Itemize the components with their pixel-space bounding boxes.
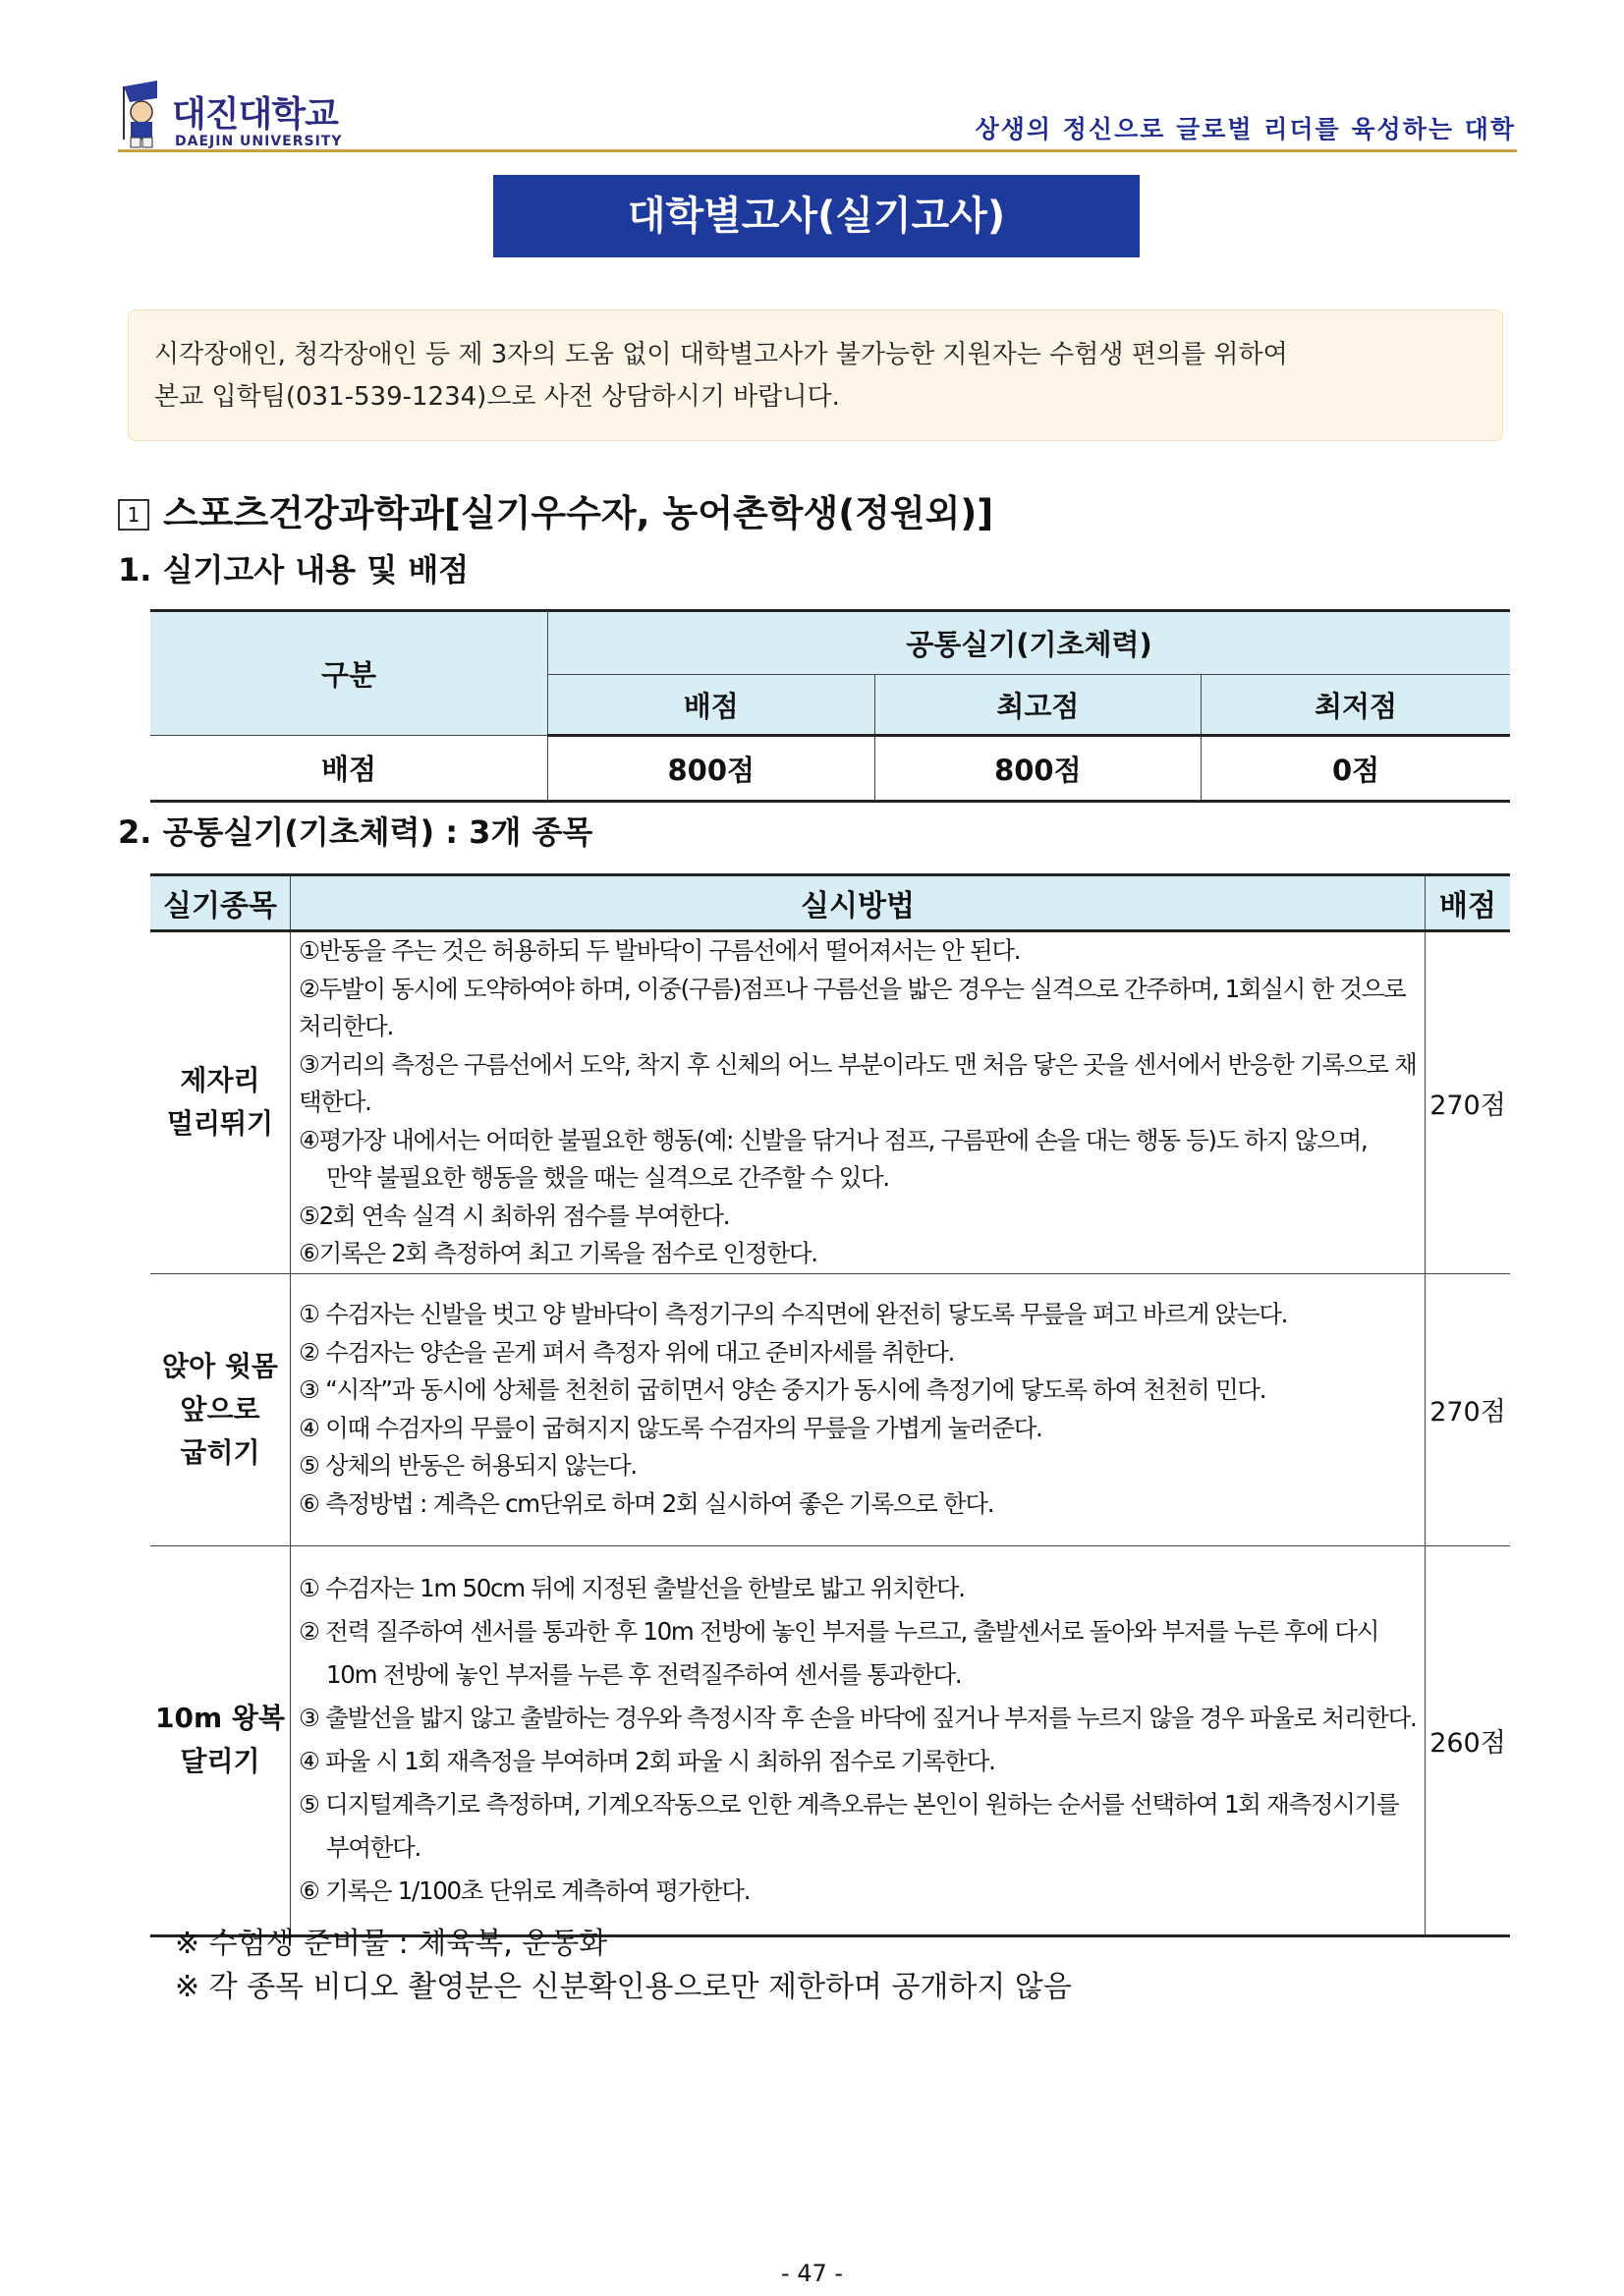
event-method: ①반동을 주는 것은 허용하되 두 발바닥이 구름선에서 떨어져서는 안 된다. ②두발이 동시에 도약하여야 하며, 이중(구름)점프나 구름선을 밟은 경우는 실격으로 간주하며, 1회실시 한 것으로 처리한다. ③거리의 측정은 구름선에서 도약, 착지 후 신체의 어느 부분이라도 맨 처음 닿은 곳을 센서에서 반응한 기록으로 채택한다. ④평가장 내에서는 어떠한 불필요한 행동(예: 신발을 닦거나 점프, 구름판에 손을 대는 행동 등)도 하지 않으며, 만약 불필요한 행동을 했을 때는 실격으로 간주할 수 있다. ⑤2회 연속 실격 시 최하위 점수를 부여한다. ⑥기록은 2회 측정하여 최고 기록을 점수로 인정한다. xyxy=(291,931,1426,1274)
table-row xyxy=(150,1273,1510,1545)
table-row xyxy=(150,931,1510,1274)
group-header: 공통실기(기초체력) xyxy=(548,611,1511,675)
note-video: ※ 각 종목 비디오 촬영분은 신분확인용으로만 제한하며 공개하지 않음 xyxy=(175,1970,1072,2004)
page-title: 대학별고사(실기고사) xyxy=(493,175,1140,257)
mascot-icon xyxy=(118,81,169,149)
table2-heading: 2. 공통실기(기초체력) : 3개 종목 xyxy=(118,813,593,851)
logo-english: DAEJIN UNIVERSITY xyxy=(175,134,343,149)
notice-line-1: 시각장애인, 청각장애인 등 제 3자의 도움 없이 대학별고사가 불가능한 지원자는 수험생 편의를 위하여 xyxy=(154,340,1288,369)
value-max: 800점 xyxy=(874,736,1202,802)
event-method: ① 수검자는 1m 50cm 뒤에 지정된 출발선을 한발로 밟고 위치한다. ② 전력 질주하여 센서를 통과한 후 10m 전방에 놓인 부저를 누르고, 출발센서로 돌아와 부저를 누른 후에 다시 10m 전방에 놓인 부저를 누른 후 전력질주하여 센서를 통과한다. ③ 출발선을 밟지 않고 출발하는 경우와 측정시작 후 손을 바닥에 짚거나 부저를 누르지 않을 경우 파울로 처리한다. ④ 파울 시 1회 재측정을 부여하며 2회 파울 시 최하위 점수로 기록한다. ⑤ 디지털계측기로 측정하며, 기계오작동으로 인한 계측오류는 본인이 원하는 순서를 선택하여 1회 재측정시기를 부여한다. ⑥ 기록은 1/100초 단위로 계측하여 평가한다. xyxy=(291,1545,1426,1935)
event-name: 앉아 윗몸 앞으로 굽히기 xyxy=(150,1273,291,1545)
sub-header-min: 최저점 xyxy=(1202,675,1510,736)
table1-heading: 1. 실기고사 내용 및 배점 xyxy=(118,551,470,588)
header-method: 실시방법 xyxy=(291,875,1426,931)
header-event: 실기종목 xyxy=(150,875,291,931)
col-group-label: 구분 xyxy=(150,611,548,736)
section-title-text: 스포츠건강과학과[실기우수자, 농어촌학생(정원외)] xyxy=(163,492,994,534)
slogan: 상생의 정신으로 글로벌 리더를 육성하는 대학 xyxy=(975,115,1516,143)
event-name: 제자리 멀리뛰기 xyxy=(150,931,291,1274)
events-table xyxy=(150,873,1510,1937)
event-score: 270점 xyxy=(1426,931,1511,1274)
header-divider xyxy=(118,149,1517,152)
note-preparation: ※ 수험생 준비물 : 체육복, 운동화 xyxy=(175,1927,608,1961)
score-table xyxy=(150,609,1510,803)
table-row xyxy=(150,1545,1510,1935)
sub-header-score: 배점 xyxy=(548,675,875,736)
notice-box xyxy=(128,309,1503,441)
row-label: 배점 xyxy=(150,736,548,802)
event-name: 10m 왕복 달리기 xyxy=(150,1545,291,1935)
event-method: ① 수검자는 신발을 벗고 양 발바닥이 측정기구의 수직면에 완전히 닿도록 무릎을 펴고 바르게 앉는다. ② 수검자는 양손을 곧게 펴서 측정자 위에 대고 준비자세를 취한다. ③ “시작”과 동시에 상체를 천천히 굽히면서 양손 중지가 동시에 측정기에 닿도록 하여 천천히 민다. ④ 이때 수검자의 무릎이 굽혀지지 않도록 수검자의 무릎을 가볍게 눌러준다. ⑤ 상체의 반동은 허용되지 않는다. ⑥ 측정방법 : 계측은 cm단위로 하며 2회 실시하여 좋은 기록으로 한다. xyxy=(291,1273,1426,1545)
section-number: 1 xyxy=(118,499,149,531)
university-logo xyxy=(118,79,383,153)
page-number: - 47 - xyxy=(780,2260,844,2287)
header-score: 배점 xyxy=(1426,875,1511,931)
section-title xyxy=(118,483,993,536)
notice-line-2: 본교 입학팀(031-539-1234)으로 사전 상담하시기 바랍니다. xyxy=(154,382,840,412)
logo-korean: 대진대학교 xyxy=(172,94,338,135)
value-score: 800점 xyxy=(548,736,875,802)
event-score: 260점 xyxy=(1426,1545,1511,1935)
sub-header-max: 최고점 xyxy=(874,675,1202,736)
value-min: 0점 xyxy=(1202,736,1510,802)
event-score: 270점 xyxy=(1426,1273,1511,1545)
